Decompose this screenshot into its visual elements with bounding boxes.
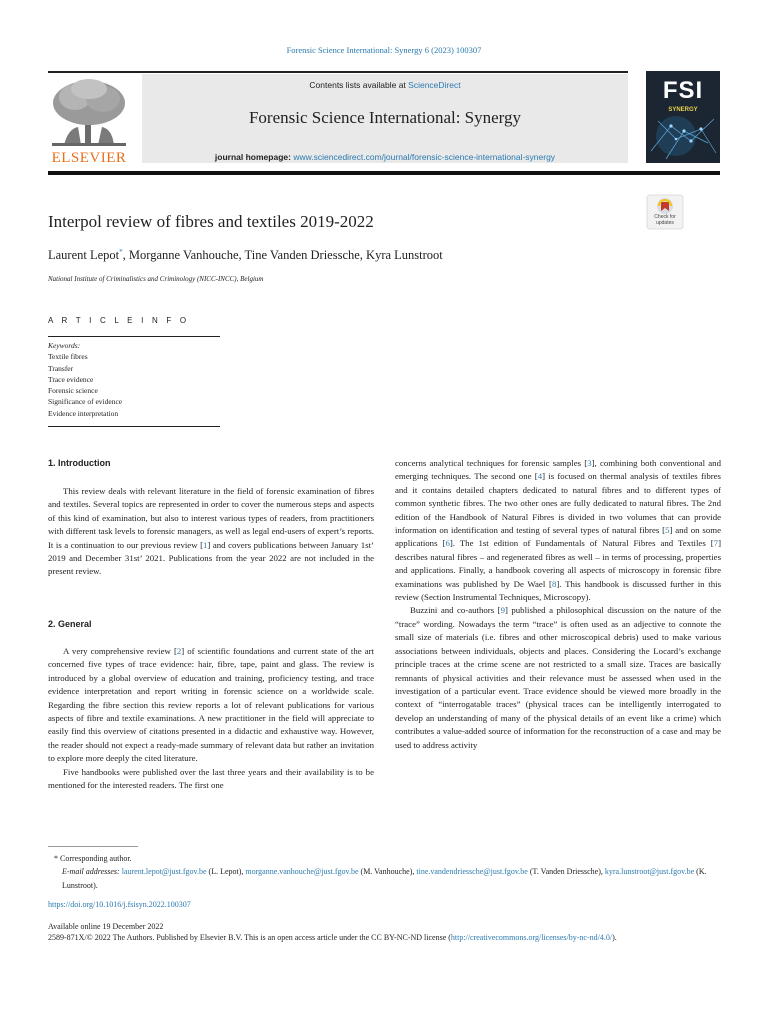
- text-run: ).: [612, 932, 617, 942]
- masthead-bottom-rule: [48, 171, 720, 175]
- reference-link[interactable]: 9: [500, 605, 505, 616]
- author-list: [48, 248, 443, 263]
- paragraph: [48, 645, 374, 766]
- text-run: A very comprehensive review [: [63, 646, 177, 656]
- footnotes: [48, 852, 720, 892]
- text-run: ]. This handbook is discussed further in this review (Section Instrumental Techniques, Microscopy).: [395, 578, 721, 603]
- homepage-label: journal homepage:: [214, 152, 294, 162]
- cover-title: FSI: [662, 77, 704, 104]
- cover-subtitle: SYNERGY: [668, 107, 698, 113]
- text-run: ]. The 1st edition of Fundamentals of Natural Fibres and Textiles [: [449, 538, 714, 549]
- text-run: Buzzini and co-authors [: [410, 605, 501, 616]
- author-separator: ,: [122, 248, 129, 263]
- license-statement: [48, 933, 720, 944]
- text-run: 2589-871X/© 2022 The Authors. Published by Elsevier B.V. This is an open access article under the CC BY-NC-ND license (: [48, 932, 451, 942]
- keyword: Forensic science: [48, 386, 98, 396]
- reference-link[interactable]: 3: [587, 458, 592, 468]
- check-updates-label: Check for updates: [654, 214, 676, 226]
- journal-cover-thumbnail[interactable]: [646, 71, 720, 163]
- general-body: [48, 645, 374, 792]
- doi-link[interactable]: https://doi.org/10.1016/j.fsisyn.2022.100307: [48, 900, 191, 909]
- text-run: (K. Lunstroot).: [62, 867, 707, 890]
- text-run: ], combining both conventional and emerging techniques. The second one [: [395, 458, 721, 482]
- text-run: ] and on some applications [: [395, 525, 721, 549]
- reference-link[interactable]: 5: [665, 525, 670, 536]
- text-run: ] describes natural fibres – and regenerated fibres as well – in terms of processing, properties and applications. Finally, a handbook covering all aspects of microscopy in forensic fibre examinations was published by De Wael [: [395, 538, 722, 589]
- text-run: ] is focused on thermal analysis of textiles fibres and it contains detailed chapters dedicated to natural fibres and to different types of common synthetic fibres. The two other ones are fully dedicated to natural fibres. The 2nd edition of the Handbook of Natural Fibres is divided in two volumes that can provide information on identification and testing of several types of natural fibres [: [395, 471, 721, 536]
- paragraph: Five handbooks were published over the last three years and their availability is to be mentioned for the interested readers. The first one: [48, 766, 374, 791]
- reference-link[interactable]: 2: [176, 646, 182, 656]
- email-link[interactable]: tine.vandendriessche@just.fgov.be: [416, 867, 528, 877]
- email-label: E-mail addresses:: [62, 867, 120, 877]
- affiliation: National Institute of Criminalistics and Criminology (NICC-INCC), Belgium: [48, 275, 264, 283]
- reference-link[interactable]: 8: [551, 578, 557, 589]
- article-title: Interpol review of fibres and textiles 2019-2022: [48, 212, 374, 231]
- corresponding-author-note: * Corresponding author.: [54, 854, 132, 863]
- keywords-label: Keywords:: [48, 341, 81, 350]
- reference-link[interactable]: 1: [203, 539, 208, 550]
- sciencedirect-link[interactable]: ScienceDirect: [408, 80, 461, 90]
- reference-link[interactable]: 7: [713, 538, 719, 549]
- article-info-rule-bottom: [48, 426, 220, 427]
- author-separator: ,: [359, 248, 367, 263]
- email-addresses: [48, 865, 720, 892]
- corresponding-author-mark[interactable]: *: [119, 248, 123, 256]
- reference-link[interactable]: 4: [537, 471, 543, 482]
- text-run: ] of scientific foundations and current state of the art concerned five types of trace evidence: hair, fibre, tape, paint and glass. The review is introduced by a global overview of education and training, proficiency testing, and trace evidence interpretation and report writing in forensic science on a worldwide scale. Regarding the fibre section this review reports a lot of relevant publications for various aspects of fibre and textile examinations. A new practitioner in the field will appreciate to easily find this overview of citations presented in a didactic and exhaustive way. However, the reader should not expect a ready-made summary of relevant data but rather an invitation to explore more deeply the cited literature.: [48, 646, 374, 764]
- contents-available-line: [142, 80, 628, 90]
- contents-prefix: Contents lists available at: [309, 80, 409, 90]
- check-for-updates-badge[interactable]: [646, 194, 684, 230]
- homepage-line: [142, 152, 628, 162]
- text-run: (T. Vanden Driessche),: [527, 867, 605, 877]
- keyword: Significance of evidence: [48, 397, 123, 407]
- paragraph: [48, 485, 374, 579]
- article-info-rule-top: [48, 336, 220, 337]
- journal-citation-link[interactable]: Forensic Science International: Synergy 6 (2023) 100307: [286, 45, 482, 55]
- elsevier-wordmark: ELSEVIER: [51, 150, 127, 166]
- author-name: Morganne Vanhouche: [128, 248, 239, 263]
- keyword: Textile fibres: [48, 352, 88, 362]
- reference-link[interactable]: 6: [445, 538, 450, 549]
- email-link[interactable]: laurent.lepot@just.fgov.be: [121, 867, 207, 877]
- text-run: This review deals with relevant literature in the field of forensic examination of fibres and textiles. Several topics are represented in order to cover the numerous steps and aspects of this kind of examination, but also to interest various types of readers, from practitioners with different task levels to forensic managers, as well as legal end-users of expert’s reports. It is a continuation to our previous review [: [48, 486, 374, 550]
- email-link[interactable]: morganne.vanhouche@just.fgov.be: [245, 867, 359, 877]
- section-heading-introduction: 1. Introduction: [48, 458, 111, 468]
- license-link[interactable]: http://creativecommons.org/licenses/by-nc-nd/4.0/: [450, 932, 613, 942]
- paragraph: [395, 457, 721, 604]
- journal-info-box: [142, 74, 628, 163]
- section-heading-general: 2. General: [48, 619, 92, 629]
- text-run: (M. Vanhouche),: [358, 867, 417, 877]
- author-separator: ,: [238, 248, 245, 263]
- author-name: Kyra Lunstroot: [366, 248, 443, 263]
- text-run: (L. Lepot),: [206, 867, 246, 877]
- text-run: ] published a philosophical discussion on the nature of the “trace” wording. Nowadays the term “trace” is often used as an adjective to connote the small size of materials (i.e. fibres and other microscopical debris) used to make various associations between individuals, objects and places. Considering the Locard’s exchange principle traces at the crime scene are not restricted to a small size. Traces are basically remnants of physical activities and their relevance must be assessed when used in the investigation of a particular event. Trace evidence should be viewed more broadly in the context of “interrogatable traces” (physical traces can be intelligently interrogated to develop an understanding of many of the physical details of an event like a crime) which contributes a value-added source of information for the reconstruction of a case and may be used to address activity: [395, 605, 721, 750]
- elsevier-tree-icon: [48, 77, 130, 149]
- journal-masthead: [48, 71, 720, 165]
- email-link[interactable]: kyra.lunstroot@just.fgov.be: [604, 867, 695, 877]
- footnote-rule: [48, 846, 138, 847]
- keyword: Evidence interpretation: [48, 408, 119, 418]
- right-column-body: [395, 457, 721, 752]
- paragraph: [395, 604, 721, 751]
- available-online-date: Available online 19 December 2022: [48, 922, 164, 931]
- masthead-rule: [48, 71, 628, 73]
- journal-homepage-link[interactable]: www.sciencedirect.com/journal/forensic-science-international-synergy: [293, 152, 556, 162]
- elsevier-logo[interactable]: [48, 77, 130, 166]
- text-run: ] and covers publications between January 1st’ 2019 and December 31st’ 2021. Publications from the year 2022 are not included in the present review.: [48, 539, 374, 577]
- journal-title: Forensic Science International: Synergy: [248, 108, 522, 127]
- introduction-body: [48, 485, 374, 579]
- keyword: Transfer: [48, 363, 74, 373]
- publication-meta: [48, 922, 720, 944]
- keywords-list: [48, 340, 122, 419]
- article-info-heading: A R T I C L E I N F O: [48, 316, 190, 325]
- keyword: Trace evidence: [48, 374, 94, 384]
- author-name: Tine Vanden Driessche: [244, 248, 360, 263]
- author-name: Laurent Lepot: [48, 248, 120, 263]
- text-run: concerns analytical techniques for forensic samples [: [395, 458, 588, 468]
